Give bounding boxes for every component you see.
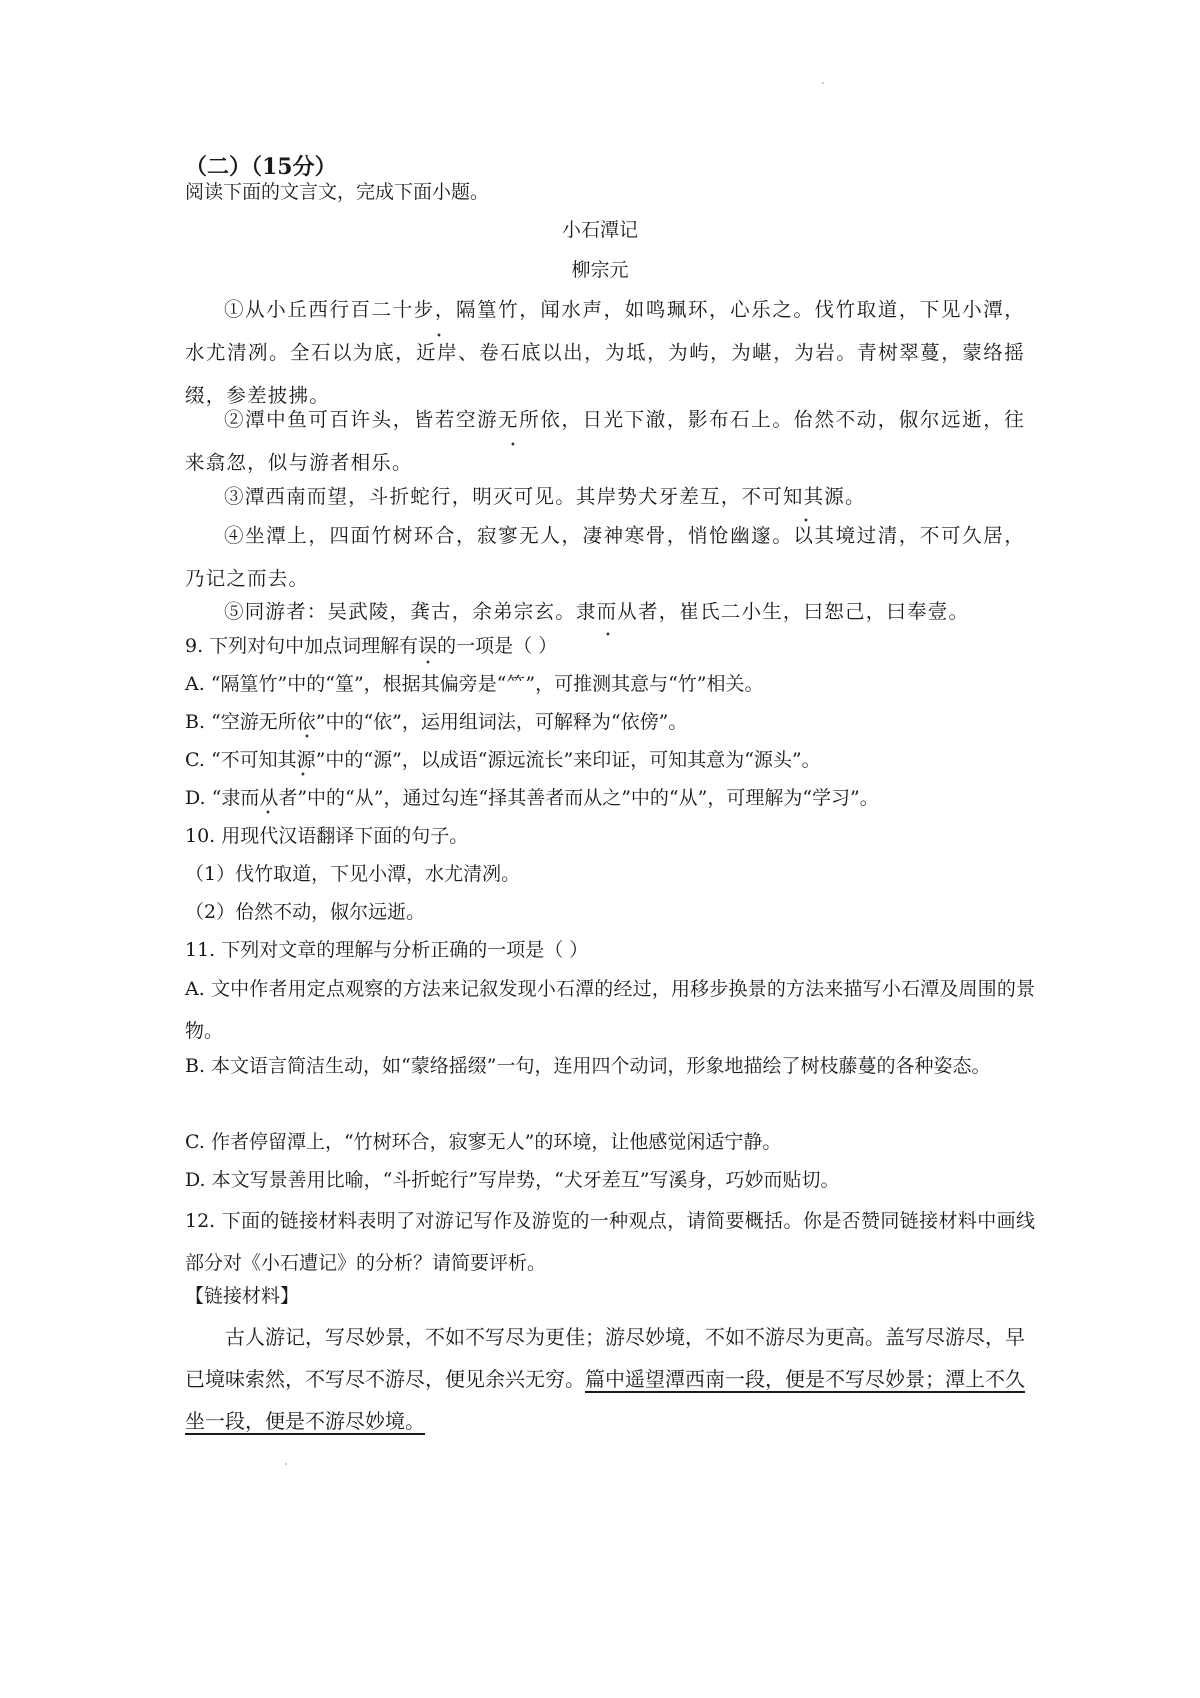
scan-speck [285, 1463, 287, 1465]
link-material-plain: 古人游记，写尽妙景，不如不写尽为更佳；游尽妙境，不如不游尽为更高。盖写尽游尽，早已境味索然，不写尽不游尽，便见余兴无穷。 [185, 1325, 1025, 1391]
q11-option-c: C. 作者停留潭上，“竹树环合，寂寥无人”的环境，让他感觉闲适宁静。 [185, 1131, 782, 1153]
q11-stem: 11. 下列对文章的理解与分析正确的一项是（ ） [185, 939, 589, 961]
q9-option-c: C. “不可知其源”中的“源”，以成语“源远流长”来印证，可知其意为“源头”。 [185, 749, 821, 771]
scan-speck [822, 82, 824, 84]
q9-option-a: A. “隔篁竹”中的“篁”，根据其偏旁是“⺮”，可推测其意与“竹”相关。 [185, 673, 764, 695]
link-material-text [185, 1316, 1025, 1442]
q10-item-2: （2）佁然不动，俶尔远逝。 [185, 901, 426, 923]
q12-stem: 12. 下面的链接材料表明了对游记写作及游览的一种观点，请简要概括。你是否赞同链接材料中画线部分对《小石遭记》的分析？请简要评析。 [185, 1210, 1035, 1274]
q11-option-b: B. 本文语言简洁生动，如“蒙络摇缀”一句，连用四个动词，形象地描绘了树枝藤蔓的各种姿态。 [185, 1055, 991, 1077]
q9-option-b: B. “空游无所依”中的“依”，运用组词法，可解释为“依傍”。 [185, 711, 688, 733]
passage-paragraph-2: ②潭中鱼可百许头，皆若空游无所依，日光下澈，影布石上。佁然不动，俶尔远逝，往来翕忽，似与游者相乐。 [185, 408, 1025, 474]
q9-option-d: D. “隶而从者”中的“从”，通过勾连“择其善者而从之”中的“从”，可理解为“学习”。 [185, 787, 879, 809]
emphasis-dot: • [300, 770, 306, 781]
q9-stem: 9. 下列对句中加点词理解有误的一项是（ ） [185, 635, 558, 657]
emphasis-dot: • [265, 808, 271, 819]
emphasis-dot: • [605, 630, 611, 641]
passage-title: 小石潭记 [561, 219, 638, 241]
emphasis-dot: • [510, 440, 516, 451]
section-instruction: 阅读下面的文言文，完成下面小题。 [185, 181, 490, 203]
emphasis-dot: • [425, 658, 431, 669]
emphasis-dot: • [803, 516, 809, 527]
q11-option-d: D. 本文写景善用比喻，“斗折蛇行”写岸势，“犬牙差互”写溪身，巧妙而贴切。 [185, 1169, 840, 1191]
passage-paragraph-3: ③潭西南而望，斗折蛇行，明灭可见。其岸势犬牙差互，不可知其源。 [224, 485, 866, 508]
q10-item-1: （1）伐竹取道，下见小潭，水尤清冽。 [185, 863, 521, 885]
section-heading: （二）（15分） [185, 154, 337, 180]
passage-author: 柳宗元 [571, 259, 629, 281]
link-material-heading: 【链接材料】 [185, 1285, 300, 1307]
link-material-underlined: 篇中遥望潭西南一段，便是不写尽妙景；潭上不久坐一段，便是不游尽妙境。 [185, 1367, 1025, 1433]
emphasis-dot: • [436, 331, 442, 342]
q10-stem: 10. 用现代汉语翻译下面的句子。 [185, 825, 469, 847]
passage-paragraph-5: ⑤同游者：吴武陵，龚古，余弟宗玄。隶而从者，崔氏二小生，曰恕己，曰奉壹。 [224, 600, 970, 623]
passage-paragraph-1: ①从小丘西行百二十步，隔篁竹，闻水声，如鸣珮环，心乐之。伐竹取道，下见小潭，水尤清冽。全石以为底，近岸、卷石底以出，为坻，为屿，为嵁，为岩。青树翠蔓，蒙络摇缀，参差披拂。 [185, 298, 1025, 407]
passage-paragraph-4: ④坐潭上，四面竹树环合，寂寥无人，凄神寒骨，悄怆幽邃。以其境过清，不可久居，乃记之而去。 [185, 524, 1025, 590]
q11-option-a: A. 文中作者用定点观察的方法来记叙发现小石潭的经过，用移步换景的方法来描写小石潭及周围的景物。 [185, 978, 1035, 1042]
emphasis-dot: • [304, 732, 310, 743]
